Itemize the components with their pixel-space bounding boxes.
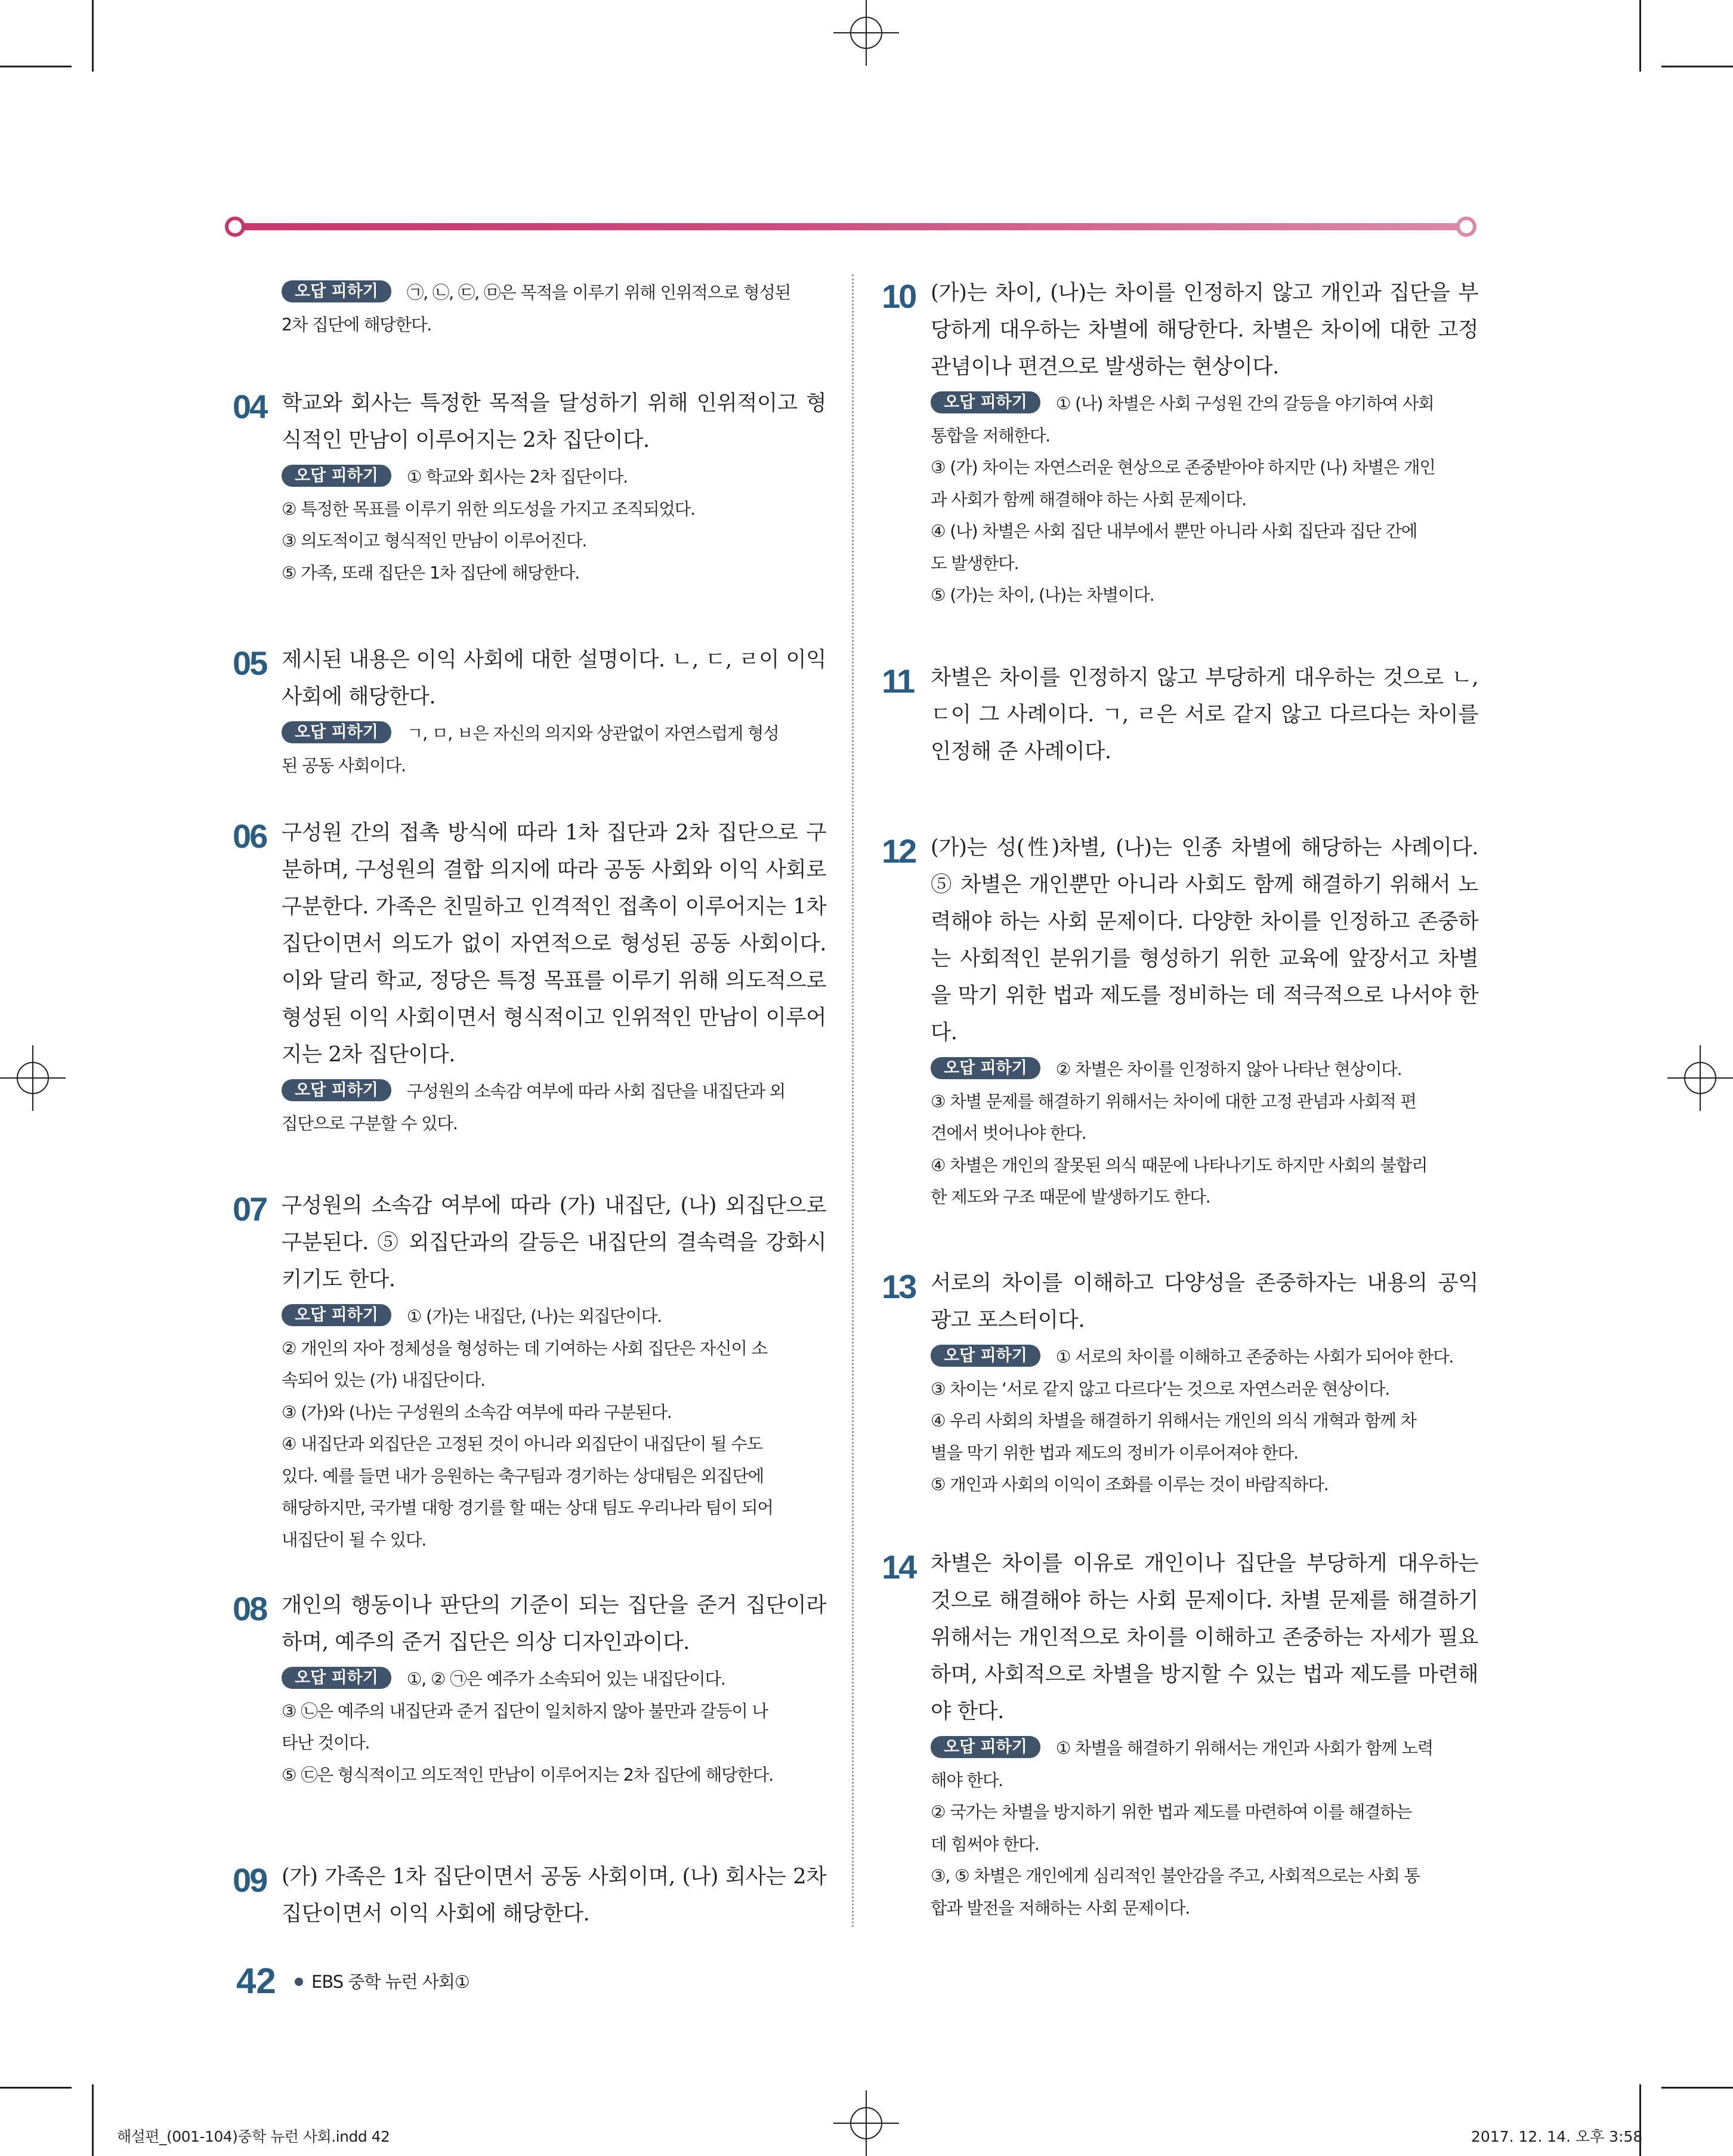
avoid-wrong-answer-badge: 오답 피하기 <box>282 1667 391 1689</box>
note-line <box>931 579 1478 611</box>
note-line <box>282 1108 826 1140</box>
note-line <box>931 1469 1478 1501</box>
explanation-text: 학교와 회사는 특정한 목적을 달성하기 위해 인위적이고 형식적인 만남이 이루어지는 2차 집단이다. <box>282 391 826 452</box>
note-text: 합과 발전을 저해하는 사회 문제이다. <box>931 1898 1190 1918</box>
note-line <box>931 1341 1478 1373</box>
bullet-dot-icon <box>295 1978 303 1986</box>
note-text: ④ (나) 차별은 사회 집단 내부에서 뿐만 아니라 사회 집단과 집단 간에 <box>931 521 1417 541</box>
note-text: ③ 차별 문제를 해결하기 위해서는 차이에 대한 고정 관념과 사회적 편 <box>931 1091 1416 1111</box>
note-line <box>931 1054 1478 1086</box>
avoid-wrong-answer-badge: 오답 피하기 <box>931 391 1040 413</box>
note-line <box>282 461 826 493</box>
note-text: ① 학교와 회사는 2차 집단이다. <box>406 467 628 487</box>
note-text: ② 특정한 목표를 이루기 위한 의도성을 가지고 조직되었다. <box>282 499 695 519</box>
note-line <box>282 750 826 782</box>
book-title: EBS 중학 뉴런 사회① <box>311 1972 469 1992</box>
crop-mark <box>1661 2087 1733 2089</box>
note-line <box>931 1150 1478 1182</box>
note-text: ① 서로의 차이를 이해하고 존중하는 사회가 되어야 한다. <box>1055 1347 1454 1367</box>
explanation-text: 구성원 간의 접촉 방식에 따라 1차 집단과 2차 집단으로 구분하며, 구성원의 결합 의지에 따라 공동 사회와 이익 사회로 구분한다. 가족은 친밀하고 인격적인 접촉이 이루어지는 1차 집단이면서 의도가 없이 자연적으로 형성된 공동 사회이다. 이와 달리 학교, 정당은 특정 목표를 이루기 위해 의도적으로 형성된 이익 사회이면서 형식적이고 인위적인 만남이 이루어지는 2차 집단이다. <box>282 820 826 1067</box>
explanation-text: (가) 가족은 1차 집단이면서 공동 사회이며, (나) 회사는 2차 집단이면서 이익 사회에 해당한다. <box>282 1864 826 1926</box>
answer-item <box>882 1265 1478 1501</box>
question-number: 11 <box>882 662 914 700</box>
note-text: ①, ② ㉠은 예주가 소속되어 있는 내집단이다. <box>406 1669 725 1689</box>
note-text: ⑤ (가)는 차이, (나)는 차별이다. <box>931 585 1154 605</box>
note-line <box>931 1373 1478 1406</box>
note-text: ㄱ, ㅁ, ㅂ은 자신의 의지와 상관없이 자연스럽게 형성 <box>406 724 779 743</box>
explanation-text: 구성원의 소속감 여부에 따라 (가) 내집단, (나) 외집단으로 구분된다. ⑤ 외집단과의 갈등은 내집단의 결속력을 강화시키기도 한다. <box>282 1193 826 1292</box>
note-text: ③ 의도적이고 형식적인 만남이 이루어진다. <box>282 531 587 551</box>
explanation-text: 제시된 내용은 이익 사회에 대한 설명이다. ㄴ, ㄷ, ㄹ이 이익 사회에 해당한다. <box>282 647 826 709</box>
note-text: 된 공동 사회이다. <box>282 755 406 776</box>
slug-timestamp: 2017. 12. 14. 오후 3:58 <box>1471 2128 1643 2145</box>
note-text: ④ 우리 사회의 차별을 해결하기 위해서는 개인의 의식 개혁과 함께 차 <box>931 1411 1416 1431</box>
note-line <box>282 1727 826 1759</box>
crop-mark <box>92 2084 94 2156</box>
note-line <box>282 1301 826 1333</box>
note-text: ④ 내집단과 외집단은 고정된 것이 아니라 외집단이 내집단이 될 수도 <box>282 1434 763 1454</box>
note-line <box>282 1333 826 1365</box>
registration-mark <box>0 1045 66 1111</box>
note-line <box>282 1524 826 1556</box>
note-line <box>931 420 1478 452</box>
note-text: 한 제도와 구조 때문에 발생하기도 한다. <box>931 1187 1210 1207</box>
registration-mark <box>1667 1045 1733 1111</box>
note-text: ② 차별은 차이를 인정하지 않아 나타난 현상이다. <box>1055 1060 1402 1079</box>
column-divider <box>852 274 854 1927</box>
note-text: ① 차별을 해결하기 위해서는 개인과 사회가 함께 노력 <box>1055 1738 1434 1758</box>
explanation-text: 차별은 차이를 인정하지 않고 부당하게 대우하는 것으로 ㄴ, ㄷ이 그 사례이다. ㄱ, ㄹ은 서로 같지 않고 다르다는 차이를 인정해 준 사례이다. <box>931 665 1478 764</box>
question-number: 09 <box>233 1861 267 1899</box>
note-line <box>931 1181 1478 1213</box>
note-line <box>282 718 826 750</box>
note-text: ㉠, ㉡, ㉢, ㉤은 목적을 이루기 위해 인위적으로 형성된 <box>406 283 791 302</box>
question-number: 10 <box>882 277 916 315</box>
avoid-wrong-answer-note <box>282 718 826 782</box>
question-number: 07 <box>233 1190 267 1228</box>
question-number: 13 <box>882 1268 916 1305</box>
answer-item <box>233 1187 826 1556</box>
note-text: ⑤ 가족, 또래 집단은 1차 집단에 해당한다. <box>282 563 580 583</box>
note-text: ① (가)는 내집단, (나)는 외집단이다. <box>406 1306 662 1326</box>
crop-mark <box>1661 66 1733 67</box>
registration-mark <box>833 2090 899 2156</box>
note-text: ③ ㉡은 예주의 내집단과 준거 집단이 일치하지 않아 불만과 갈등이 나 <box>282 1701 768 1721</box>
avoid-wrong-answer-badge: 오답 피하기 <box>282 721 391 743</box>
note-text: 과 사회가 함께 해결해야 하는 사회 문제이다. <box>931 489 1246 509</box>
note-line <box>931 1796 1478 1828</box>
note-text: 속되어 있는 (가) 내집단이다. <box>282 1370 485 1390</box>
note-line <box>282 309 826 341</box>
question-number: 06 <box>233 817 267 855</box>
explanation-text: 개인의 행동이나 판단의 기준이 되는 집단을 준거 집단이라 하며, 예주의 준거 집단은 의상 디자인과이다. <box>282 1593 826 1654</box>
explanation-text: 서로의 차이를 이해하고 다양성을 존중하자는 내용의 공익 광고 포스터이다. <box>931 1271 1478 1332</box>
avoid-wrong-answer-note <box>282 277 826 341</box>
avoid-wrong-answer-note <box>282 1663 826 1791</box>
question-number: 04 <box>233 388 267 425</box>
answer-item <box>233 641 826 782</box>
note-text: ② 개인의 자아 정체성을 형성하는 데 기여하는 사회 집단은 자신이 소 <box>282 1338 767 1358</box>
note-line <box>282 1460 826 1493</box>
note-line <box>282 1428 826 1460</box>
note-line <box>931 1828 1478 1861</box>
note-text: 구성원의 소속감 여부에 따라 사회 집단을 내집단과 외 <box>406 1082 786 1101</box>
note-text: ⑤ 개인과 사회의 이익이 조화를 이루는 것이 바람직하다. <box>931 1475 1329 1494</box>
note-text: 견에서 벗어나야 한다. <box>931 1123 1086 1143</box>
note-text: 도 발생한다. <box>931 553 1019 573</box>
note-line <box>931 1765 1478 1797</box>
answer-item <box>233 1858 826 1932</box>
note-line <box>282 1695 826 1728</box>
note-text: 2차 집단에 해당한다. <box>282 314 432 335</box>
answer-item <box>882 274 1478 611</box>
answer-item <box>882 1545 1478 1924</box>
header-decor-bar <box>224 216 1477 237</box>
crop-mark <box>0 2087 72 2089</box>
avoid-wrong-answer-note <box>282 461 826 589</box>
registration-mark <box>833 0 899 66</box>
note-line <box>931 515 1478 548</box>
note-line <box>282 1397 826 1429</box>
avoid-wrong-answer-badge: 오답 피하기 <box>282 280 391 302</box>
crop-mark <box>1639 0 1641 72</box>
explanation-text: (가)는 성(性)차별, (나)는 인종 차별에 해당하는 사례이다. ⑤ 차별은 개인뿐만 아니라 사회도 함께 해결하기 위해서 노력해야 하는 사회 문제이다. 다양한 차이를 인정하고 존중하는 사회적인 분위기를 형성하기 위한 교육에 앞장서고 차별을 막기 위한 법과 제도를 정비하는 데 적극적으로 나서야 한다. <box>931 835 1478 1045</box>
avoid-wrong-answer-badge: 오답 피하기 <box>931 1057 1040 1079</box>
avoid-wrong-answer-badge: 오답 피하기 <box>931 1736 1040 1758</box>
explanation-text: 차별은 차이를 이유로 개인이나 집단을 부당하게 대우하는 것으로 해결해야 하는 사회 문제이다. 차별 문제를 해결하기 위해서는 개인적으로 차이를 이해하고 존중하는 자세가 필요하며, 사회적으로 차별을 방지할 수 있는 법과 제도를 마련해야 한다. <box>931 1551 1478 1723</box>
note-text: 데 힘써야 한다. <box>931 1834 1039 1854</box>
note-line <box>282 1759 826 1791</box>
answer-item <box>233 1587 826 1791</box>
note-line <box>931 1437 1478 1469</box>
note-line <box>931 388 1478 420</box>
note-line <box>931 1860 1478 1892</box>
note-line <box>931 1117 1478 1150</box>
avoid-wrong-answer-note <box>931 1732 1478 1924</box>
note-line <box>931 548 1478 580</box>
answer-item <box>882 659 1478 770</box>
crop-mark <box>0 66 72 67</box>
note-text: ③ (가)와 (나)는 구성원의 소속감 여부에 따라 구분된다. <box>282 1402 672 1422</box>
note-line <box>282 1076 826 1108</box>
note-line <box>931 452 1478 484</box>
note-text: ⑤ ㉢은 형식적이고 의도적인 만남이 이루어지는 2차 집단에 해당한다. <box>282 1765 773 1785</box>
note-line <box>931 484 1478 516</box>
note-line <box>931 1405 1478 1437</box>
note-line <box>931 1892 1478 1925</box>
note-text: ③ (가) 차이는 자연스러운 현상으로 존중받아야 하지만 (나) 차별은 개인 <box>931 458 1435 477</box>
note-text: 있다. 예를 들면 내가 응원하는 축구팀과 경기하는 상대팀은 외집단에 <box>282 1466 764 1486</box>
avoid-wrong-answer-note <box>282 1076 826 1139</box>
note-text: ① (나) 차별은 사회 구성원 간의 갈등을 야기하여 사회 <box>1055 394 1434 413</box>
avoid-wrong-answer-badge: 오답 피하기 <box>282 1079 391 1101</box>
answer-item <box>233 274 826 341</box>
note-text: 해야 한다. <box>931 1770 1003 1790</box>
note-text: ② 국가는 차별을 방지하기 위한 법과 제도를 마련하여 이를 해결하는 <box>931 1802 1412 1822</box>
avoid-wrong-answer-note <box>931 1054 1478 1213</box>
page-number: 42 <box>236 1961 276 2001</box>
avoid-wrong-answer-note <box>931 388 1478 611</box>
note-text: ③, ⑤ 차별은 개인에게 심리적인 불안감을 주고, 사회적으로는 사회 통 <box>931 1866 1420 1886</box>
answer-item <box>233 385 826 589</box>
note-line <box>282 557 826 589</box>
explanation-text: (가)는 차이, (나)는 차이를 인정하지 않고 개인과 집단을 부당하게 대우하는 차별에 해당한다. 차별은 차이에 대한 고정 관념이나 편견으로 발생하는 현상이다. <box>931 280 1478 379</box>
note-text: 해당하지만, 국가별 대항 경기를 할 때는 상대 팀도 우리나라 팀이 되어 <box>282 1498 773 1518</box>
answer-item <box>882 829 1478 1213</box>
note-text: 별을 막기 위한 법과 제도의 정비가 이루어져야 한다. <box>931 1443 1298 1463</box>
note-line <box>282 493 826 526</box>
avoid-wrong-answer-note <box>282 1301 826 1556</box>
question-number: 12 <box>882 832 916 870</box>
note-line <box>282 525 826 557</box>
note-text: ③ 차이는 ‘서로 같지 않고 다르다’는 것으로 자연스러운 현상이다. <box>931 1379 1390 1399</box>
note-text: 타난 것이다. <box>282 1733 370 1753</box>
avoid-wrong-answer-badge: 오답 피하기 <box>282 1304 391 1326</box>
note-line <box>282 277 826 309</box>
note-text: 집단으로 구분할 수 있다. <box>282 1113 458 1133</box>
crop-mark <box>92 0 94 72</box>
note-line <box>282 1492 826 1524</box>
avoid-wrong-answer-note <box>931 1341 1478 1501</box>
slug-filename: 해설편_(001-104)중학 뉴런 사회.indd 42 <box>117 2128 390 2145</box>
note-line <box>282 1663 826 1695</box>
question-number: 14 <box>882 1548 916 1586</box>
avoid-wrong-answer-badge: 오답 피하기 <box>931 1345 1040 1367</box>
answer-item <box>233 814 826 1139</box>
question-number: 05 <box>233 644 267 682</box>
note-line <box>931 1086 1478 1118</box>
note-text: 내집단이 될 수 있다. <box>282 1530 427 1550</box>
note-line <box>282 1364 826 1397</box>
question-number: 08 <box>233 1590 267 1627</box>
note-text: ④ 차별은 개인의 잘못된 의식 때문에 나타나기도 하지만 사회의 불합리 <box>931 1155 1428 1175</box>
note-line <box>931 1732 1478 1765</box>
note-text: 통합을 저해한다. <box>931 425 1051 446</box>
avoid-wrong-answer-badge: 오답 피하기 <box>282 465 391 487</box>
